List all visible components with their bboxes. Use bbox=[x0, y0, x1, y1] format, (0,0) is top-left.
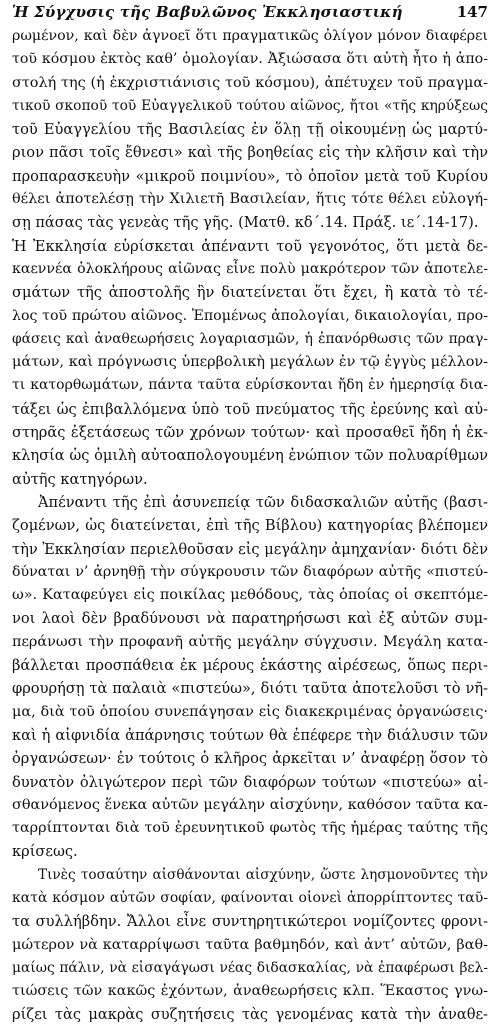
text-line: φρουρήσῃ τὰ παλαιὰ «πιστεύω», διότι ταῦτα ἀποτελοῦσι τὸ νῆ- bbox=[12, 680, 488, 698]
text-line: μαίως πάλιν, νὰ εἰσαγάγωσι νέας διδασκαλίας, νὰ ἐπαφέρωσι βελ- bbox=[12, 959, 488, 976]
text-line: περάνωσι τὴν προφανῆ αὐτῆς μεγάλην σύγχυσιν. Μεγάλη κατα- bbox=[12, 633, 488, 650]
text-line: ριον πᾶσι τοῖς ἔθνεσι» καὶ τῆς βοηθείας εἰς τὴν κλῆσιν καὶ τὴν bbox=[12, 144, 488, 162]
text-line: τι κατορθωμάτων, πάντα ταῦτα εὑρίσκονται ἤδη ἐν ἡμερησίᾳ δια- bbox=[12, 377, 488, 394]
text-line: τα συλλήβδην. Ἄλλοι εἶνε συντηρητικώτεροι νομίζοντες φρονι- bbox=[12, 913, 488, 931]
text-line: Ἡ Ἐκκλησία εὑρίσκεται ἀπέναντι τοῦ γεγονότος, ὅτι μετὰ δε- bbox=[12, 237, 488, 255]
text-line: δυνατὸν ὀλιγώτερον περὶ τῶν διαφόρων τούτων «πιστεύω» αἰ- bbox=[12, 773, 488, 791]
text-line: νοι λαοὶ δὲν βραδύνουσι νὰ παρατηρήσωσι καὶ ἐξ αὐτῶν συμ- bbox=[12, 610, 488, 628]
text-line: καεννέα ὁλοκλήρους αἰῶνας εἶνε πολὺ μακρότερον τῶν ἀποτελε- bbox=[12, 260, 488, 277]
text-line: σμάτων τῆς ἀποστολῆς ἣν διατείνεται ὅτι ἔχει, ἢ κατὰ τὸ τέ- bbox=[12, 284, 488, 302]
text-line: στολή της (ἡ ἐκχριστιάνισις τοῦ κόσμου), ἀπέτυχεν τοῦ πραγμα- bbox=[12, 74, 488, 91]
running-header bbox=[12, 2, 488, 22]
text-line: μώτερον νὰ καταρρίψωσι ταῦτα βαθμηδόν, καὶ ἀντ’ αὐτῶν, βαθ- bbox=[12, 936, 488, 953]
text-line: κατὰ κόσμον αὐτῶν σοφίαν, φαίνονται οἱονεὶ ἀπορρίπτοντες ταῦ- bbox=[12, 889, 488, 906]
text-line: κρίσεως. bbox=[12, 843, 78, 861]
text-line: τάξει ὡς ἐπιβαλλόμενα ὑπὸ τοῦ πνεύματος τῆς ἐρεύνης καὶ αὐ- bbox=[12, 400, 488, 418]
text-line: τοῦ Εὐαγγελίου τῆς Βασιλείας ἐν ὅλῃ τῇ οἰκουμένῃ ὡς μαρτύ- bbox=[12, 121, 488, 139]
text-line: ρωμένον, καὶ δὲν ἀγνοεῖ ὅτι πραγματικῶς ὀλίγον μόνον διαφέρει bbox=[12, 28, 488, 44]
text-line: προπαρασκευὴν «μικροῦ ποιμνίου», τὸ ὁποῖον μετὰ τοῦ Κυρίου bbox=[12, 167, 488, 185]
text-line: βάλλεται προσπάθεια ἐκ μέρους ἑκάστης αἱρέσεως, ὅπως περι- bbox=[12, 657, 488, 675]
running-title: Ἡ Σύγχυσις τῆς Βαβυλῶνος Ἐκκλησιαστική bbox=[12, 3, 403, 21]
text-line: δύναται ν’ ἀρνηθῇ τὴν σύγκρουσιν τῶν διαφόρων αὐτῆς «πιστεύ- bbox=[12, 563, 488, 580]
text-line: στηρᾶς ἐξετάσεως τῶν χρόνων τούτων· καὶ προσαθεῖ ἤδη ἡ ἐκ- bbox=[12, 424, 488, 442]
text-line: ω». Καταφεύγει εἰς ποικίλας μεθόδους, τὰς ὁποίας οἱ σκεπτόμε- bbox=[12, 587, 488, 604]
text-line: τὴν Ἐκκλησίαν περιελθοῦσαν εἰς μεγάλην ἀμηχανίαν· διότι δὲν bbox=[12, 540, 488, 558]
text-line: Τινὲς τοσαύτην αἰσθάνονται αἰσχύνην, ὥστε λησμονοῦντες τὴν bbox=[38, 866, 488, 883]
text-line: ζομένων, ὡς διατείνεται, ἐπὶ τῆς Βίβλου) κατηγορίας βλέπομεν bbox=[12, 517, 488, 535]
text-line: σθανόμενος ἕνεκα αὐτῶν μεγάλην αἰσχύνην, καθόσον ταῦτα κα- bbox=[12, 796, 488, 813]
text-line: τοῦ κόσμου ἐκτὸς καθ’ ὁμολογίαν. Ἀξιώσασα ὅτι αὐτὴ ἦτο ἡ ἀπο- bbox=[12, 51, 488, 68]
text-line: τικοῦ σκοποῦ τοῦ Εὐαγγελικοῦ τούτου αἰῶνος, ἤτοι «τῆς κηρύξεως bbox=[12, 97, 488, 114]
text-line: Ἀπέναντι τῆς ἐπὶ ἀσυνεπείᾳ τῶν διδασκαλιῶν αὐτῆς (βασι- bbox=[38, 493, 488, 511]
text-line: ρίζει τὰς μακρὰς συζητήσεις τὰς γενομένας κατὰ τὴν ἀναθε- bbox=[12, 1006, 488, 1024]
page-number: 147 bbox=[456, 3, 488, 21]
text-line: κλησία ὡς ὁμιλὴ αὐτοαπολογουμένη ἐνώπιον τῶν πολυαρίθμων bbox=[12, 447, 488, 465]
text-line: ταρρίπτονται διὰ τοῦ ἐρευνητικοῦ φωτὸς τῆς ἡμέρας ταύτης τῆς bbox=[12, 820, 488, 837]
text-line: φάσεις καὶ ἀναθεωρήσεις λογαριασμῶν, ἡ ἐπανόρθωσις τῶν πραγ- bbox=[12, 330, 488, 347]
text-line: αὐτῆς κατηγόρων. bbox=[12, 470, 148, 488]
text-line: θέλει ἀποτελέσῃ τὴν Χιλιετῆ Βασιλείαν, ἥτις τότε θέλει εὐλογή- bbox=[12, 191, 488, 208]
text-line: τιώσεις τῶν κακῶς ἐχόντων, ἀναθεωρήσεις κλπ. Ἕκαστος γνω- bbox=[12, 983, 488, 1000]
text-line: σῃ πάσας τὰς γενεὰς τῆς γῆς. (Ματθ. κδ΄.14. Πράξ. ιε΄.14-17). bbox=[12, 214, 479, 232]
text-line: λος τοῦ πρώτου αἰῶνος. Ἐπομένως ἀπολογίαι, δικαιολογίαι, προ- bbox=[12, 307, 488, 324]
text-line: καὶ ἡ αἰφνιδία ἀπάρνησις τούτων θὰ ἐπέφερε τὴν διάλυσιν τῶν bbox=[12, 726, 488, 744]
body-text bbox=[12, 25, 488, 1027]
text-line: ὀργανώσεων· ἐν τούτοις ὁ κλῆρος ἀρκεῖται ν’ ἀναφέρῃ ὅσον τὸ bbox=[12, 750, 488, 768]
text-line: μα, διὰ τοῦ ὁποίου συνεπάγησαν εἰς διακεκριμένας ὀργανώσεις· bbox=[12, 703, 488, 720]
text-line: μάτων, καὶ πρόγνωσις ὑπερβολικὴ μεγάλων ἐν τῷ ἐγγὺς μέλλον- bbox=[12, 354, 488, 371]
